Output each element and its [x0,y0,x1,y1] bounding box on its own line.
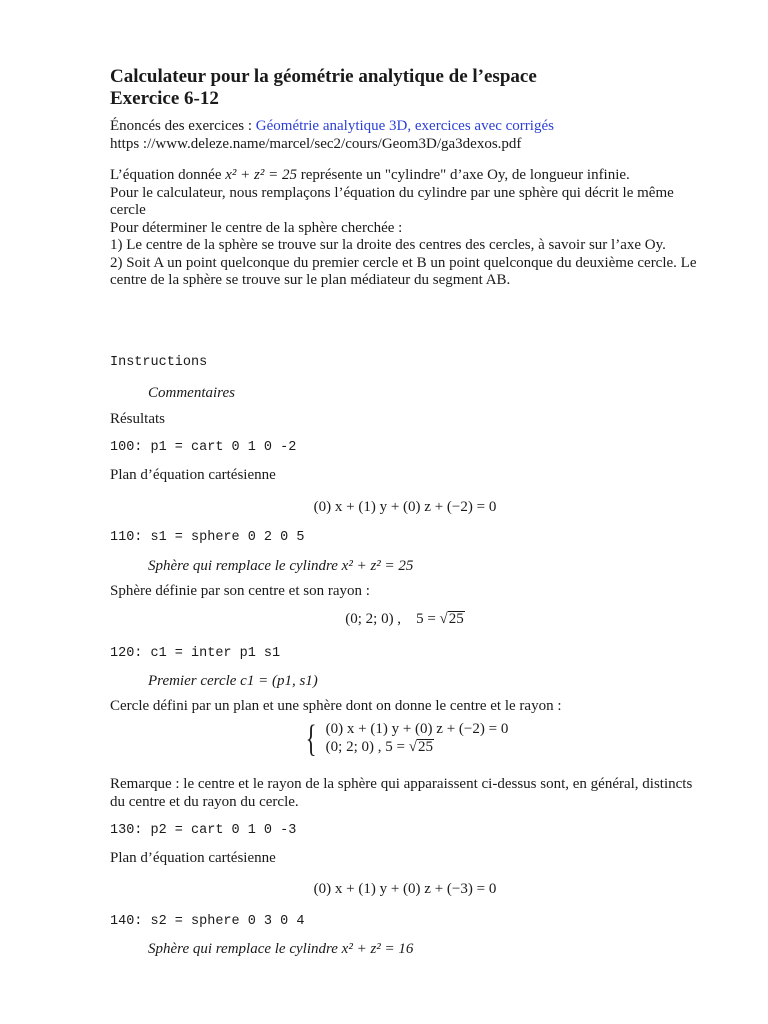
legend-commentaires: Commentaires [148,385,235,401]
left-brace: { [305,717,317,760]
step-140-comment: Sphère qui remplace le cylindre x² + z² = 16 [148,941,414,957]
source-url: https ://www.deleze.name/marcel/sec2/cours/Geom3D/ga3dexos.pdf [110,135,522,152]
intro-p5: 2) Soit A un point quelconque du premier cercle et B un point quelconque du deuxième cercle. Le centre de la sphère se trouve sur le plan médiateur du segment AB. [110,254,697,288]
sqrt-radicand: 25 [448,611,464,627]
system-row-2: (0; 2; 0) , 5 = √25 [325,738,433,755]
step-130-command: 130: p2 = cart 0 1 0 -3 [110,823,297,838]
page-title: Calculateur pour la géométrie analytique de l’espace [110,66,537,87]
equation-system [302,717,509,760]
enonces-line [110,118,700,136]
exercise-title: Exercice 6-12 [110,88,219,109]
step-130-result: Plan d’équation cartésienne [110,850,276,866]
sphere-center: (0; 2; 0) , [345,611,402,627]
step-110-comment: Sphère qui remplace le cylindre x² + z² = 25 [148,558,414,574]
exercises-link[interactable]: Géométrie analytique 3D, exercices avec corrigés [255,118,554,134]
intro-p3: Pour déterminer le centre de la sphère cherchée : [110,219,403,236]
step-100-formula: (0) x + (1) y + (0) z + (−2) = 0 [313,499,497,515]
step-100-result: Plan d’équation cartésienne [110,467,276,483]
step-110-command: 110: s1 = sphere 0 2 0 5 [110,530,305,545]
enonces-prefix: Énoncés des exercices : [110,118,256,134]
intro-p4: 1) Le centre de la sphère se trouve sur la droite des centres des cercles, à savoir sur l’axe Oy. [110,237,666,253]
step-100-command: 100: p1 = cart 0 1 0 -2 [110,440,297,455]
step-120-system [110,717,700,760]
header [110,66,700,110]
system-row-1: (0) x + (1) y + (0) z + (−2) = 0 [325,721,509,737]
step-120-command: 120: c1 = inter p1 s1 [110,646,281,661]
step-120-result: Cercle défini par un plan et une sphère dont on donne le centre et le rayon : [110,698,562,714]
step-120-remark: Remarque : le centre et le rayon de la sphère qui apparaissent ci-dessus sont, en général, distincts du centre et du rayon du cercle. [110,776,693,810]
legend-resultats: Résultats [110,411,165,427]
step-130-formula: (0) x + (1) y + (0) z + (−3) = 0 [313,881,497,897]
sqrt-sign: √ [439,611,448,627]
legend-instructions: Instructions [110,355,208,370]
intro [110,167,700,290]
sphere-radius: 5 = [416,611,440,627]
step-120-comment: Premier cercle c1 = (p1, s1) [148,673,318,689]
step-110-sphere [110,611,700,629]
intro-p1: L’équation donnée x² + z² = 25 représente un "cylindre" d’axe Oy, de longueur infinie. [110,167,630,183]
source-info [110,118,700,153]
step-110-result: Sphère définie par son centre et son rayon : [110,583,370,599]
cylinder-equation: x² + z² = 25 [225,167,297,183]
step-140-command: 140: s2 = sphere 0 3 0 4 [110,914,305,929]
intro-p2: Pour le calculateur, nous remplaçons l’équation du cylindre par une sphère qui décrit le même cercle [110,184,674,218]
